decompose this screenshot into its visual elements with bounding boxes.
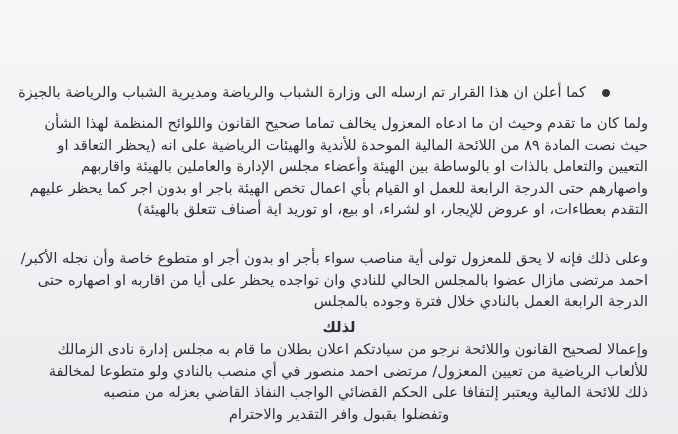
- section-heading: لذلك: [322, 319, 356, 336]
- paragraph-3-line: ذلك للائحة المالية ويعتبر إلتفافا على الحكم القضائي الواجب النفاذ القاضي بعزله من منصبه: [103, 384, 648, 401]
- paragraph-3-line: وإعمالا لصحيح القانون واللائحة نرجو من سيادتكم اعلان بطلان ما قام به مجلس إدارة نادى الزمالك: [57, 341, 648, 358]
- closing-line: وتفضلوا بقبول وافر التقدير والاحترام: [228, 406, 450, 423]
- paragraph-2-line: احمد مرتضى مازال عضوا بالمجلس الحالي للنادي وان تواجده يحظر على أيا من اقاربه او اصهاره حتى: [37, 271, 648, 289]
- paragraph-2-line: وعلى ذلك فإنه لا يحق للمعزول تولى أية مناصب سواء بأجر او بدون أجر او متطوع خاصة وأن نجله الأكبر/: [20, 250, 648, 267]
- paragraph-1-line: التعيين والتعامل بالذات او بالوساطة بين الهيئة وأعضاء مجلس الإدارة والعاملين بالهيئة واقاربهم: [80, 158, 648, 175]
- paragraph-2-line: الدرجة الرابعة العمل بالنادي خلال فترة وجوده بالمجلس: [313, 293, 648, 310]
- paragraph-1: [29, 113, 648, 221]
- paragraph-3-line: للألعاب الرياضية من تعيين المعزول/ مرتضى احمد منصور في أي منصب بالنادي ولو متطوعا لمخالفة: [48, 362, 648, 380]
- paragraph-1-line: ولما كان ما تقدم وحيث ان ما ادعاه المعزول يخالف تماما صحيح القانون واللوائح المنظمة لهذا الشأن: [44, 115, 648, 132]
- bullet-dot: [602, 89, 610, 97]
- paragraph-1-line: حيث نصت المادة ٨٩ من اللائحة المالية الموحدة للأندية والهيئات الرياضية على انه (يحظر التعاقد او: [57, 136, 648, 154]
- paragraph-3: [38, 339, 648, 404]
- paragraph-1-line: التقدم بعطاءات، او عروض للإيجار، او لشراء، او بيع، او توريد اية أصناف تتعلق بالهيئة): [137, 201, 648, 218]
- paragraph-2: [20, 248, 648, 313]
- bullet-text: كما أعلن ان هذا القرار تم ارسله الى وزارة الشباب والرياضة ومديرية الشباب والرياضة بالجيزة: [18, 84, 586, 101]
- paragraph-1-line: واصهارهم حتى الدرجة الرابعة للعمل او القيام بأي اعمال تخص الهيئة باجر او بدون اجر كما يحظر عليهم: [29, 179, 648, 197]
